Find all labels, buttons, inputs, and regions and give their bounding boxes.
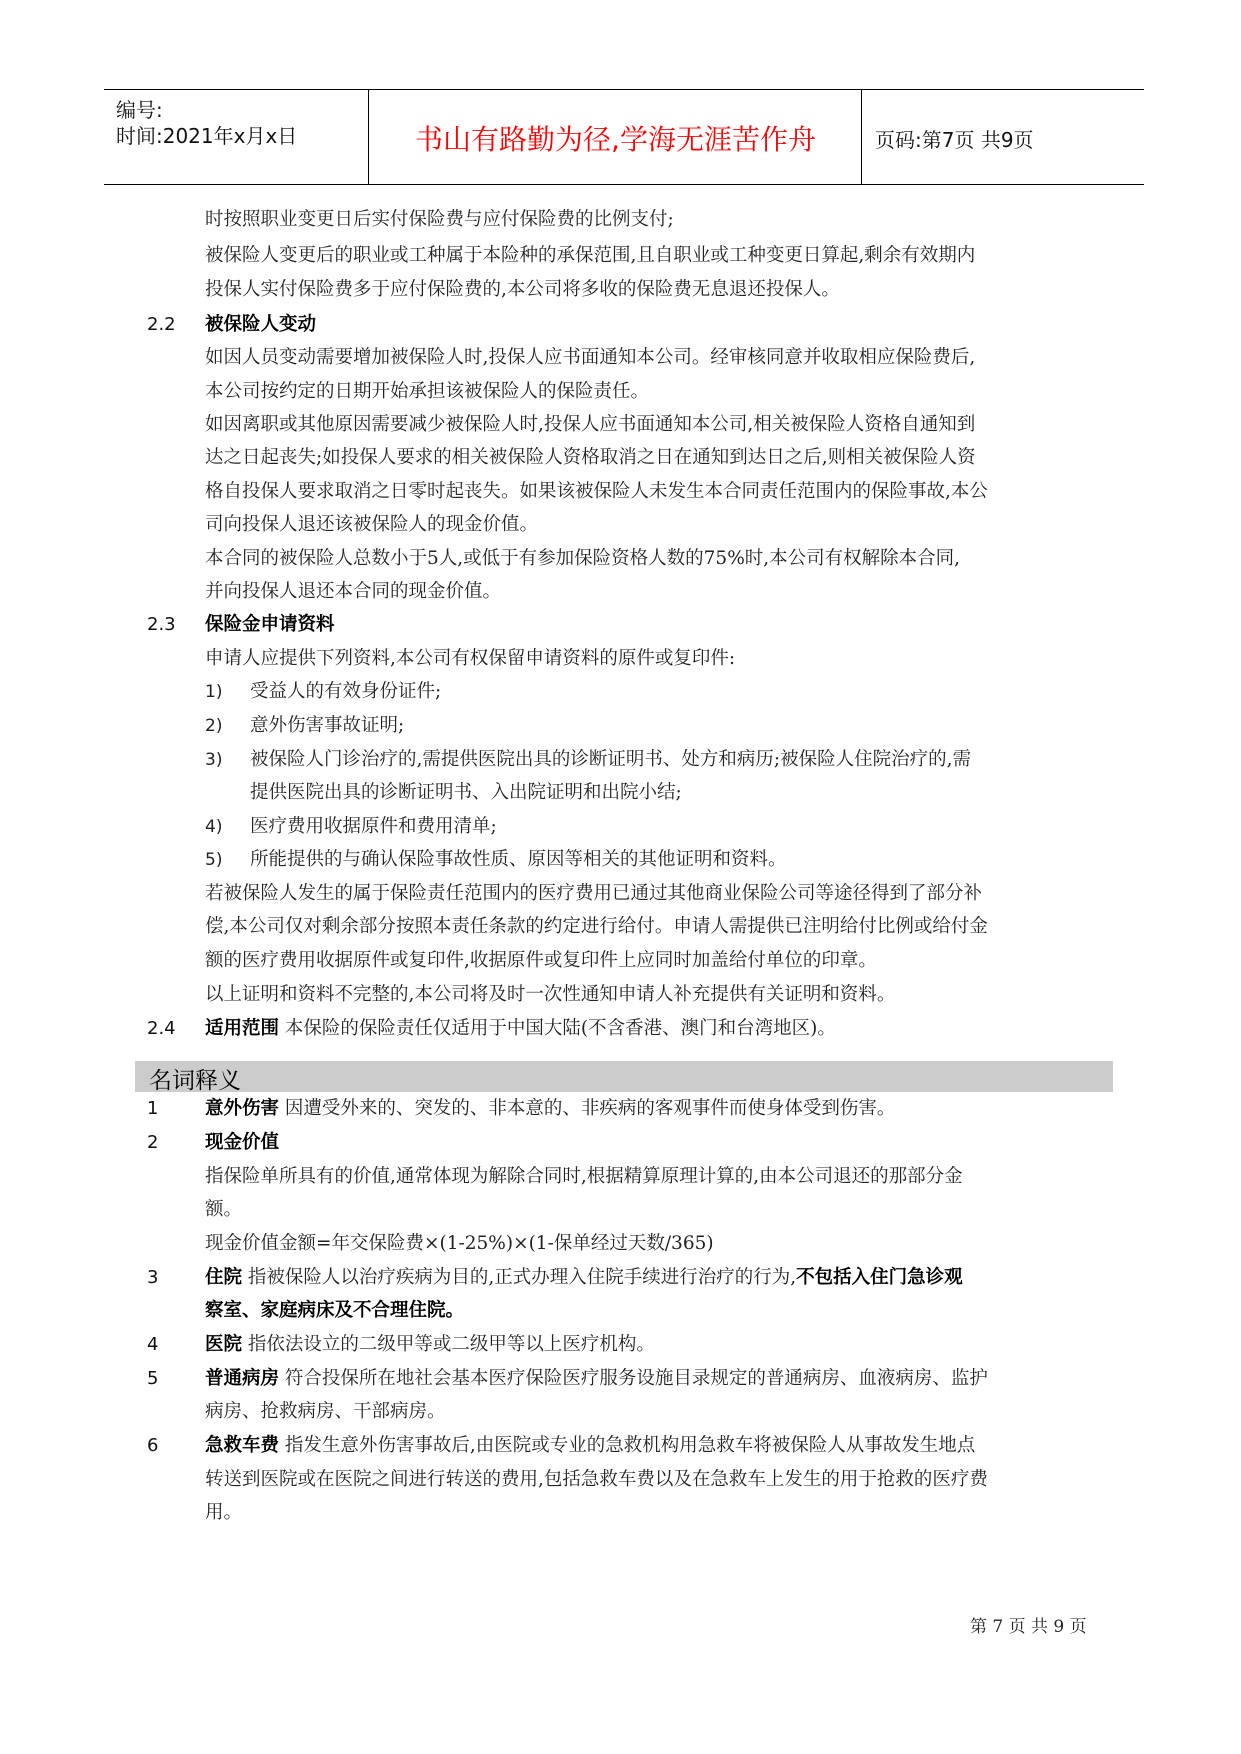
paragraph-line: 偿,本公司仅对剩余部分按照本责任条款的约定进行给付。申请人需提供已注明给付比例或给付金 [205,916,988,937]
section-number: 2.2 [147,314,176,335]
definition-text: 符合投保所在地社会基本医疗保险医疗服务设施目录规定的普通病房、血液病房、监护 [284,1368,988,1389]
page-header [104,89,1144,185]
list-item-number: 2) [205,716,223,736]
header-info-cell [104,90,369,184]
definition-line [205,1434,975,1458]
list-item-continued: 提供医院出具的诊断证明书、入出院证明和出院小结; [250,782,682,803]
definition-text: 指发生意外伤害事故后,由医院或专业的急救机构用急救车将被保险人从事故发生地点 [284,1435,976,1456]
list-item-number: 4) [205,817,223,837]
definition-line [205,1367,988,1391]
section-text: 本保险的保险责任仅适用于中国大陆(不含香港、澳门和台湾地区)。 [284,1018,836,1039]
list-item: 医疗费用收据原件和费用清单; [250,816,497,837]
definition-number: 6 [147,1435,159,1456]
paragraph-line: 本合同的被保险人总数小于5人,或低于有参加保险资格人数的75%时,本公司有权解除本合同, [205,548,961,569]
definition-line [205,1333,655,1357]
section-line [205,1017,836,1041]
definition-number: 3 [147,1267,159,1288]
section-title: 被保险人变动 [205,314,317,335]
definition-emphasis: 察室、家庭病床及不合理住院。 [205,1300,465,1321]
definition-number: 4 [147,1334,159,1355]
definition-text: 额。 [205,1199,243,1220]
section-title: 适用范围 [205,1018,280,1039]
definition-text: 病房、抢救病房、干部病房。 [205,1401,446,1422]
document-number-label: 编号: [116,98,163,122]
paragraph-line: 被保险人变更后的职业或工种属于本险种的承保范围,且自职业或工种变更日算起,剩余有效期内 [205,245,976,266]
list-item-number: 3) [205,750,223,770]
header-page-number: 页码:第7页 共9页 [875,128,1034,152]
section-number: 2.4 [147,1018,176,1039]
definition-number: 1 [147,1098,159,1119]
list-item: 被保险人门诊治疗的,需提供医院出具的诊断证明书、处方和病历;被保险人住院治疗的,需 [250,749,971,770]
definition-term: 住院 [205,1267,243,1288]
definition-term: 医院 [205,1334,243,1355]
paragraph-line: 时按照职业变更日后实付保险费与应付保险费的比例支付; [205,209,674,230]
definition-term: 急救车费 [205,1435,280,1456]
paragraph-line: 若被保险人发生的属于保险责任范围内的医疗费用已通过其他商业保险公司等途径得到了部分补 [205,883,983,904]
paragraph-line: 并向投保人退还本合同的现金价值。 [205,581,502,602]
definition-line [205,1097,895,1121]
list-item: 受益人的有效身份证件; [250,681,442,702]
header-motto-cell [370,90,862,184]
glossary-heading-bar [135,1061,1113,1092]
definition-number: 2 [147,1132,159,1153]
paragraph-line: 达之日起丧失;如投保人要求的相关被保险人资格取消之日在通知到达日之后,则相关被保险人资 [205,447,976,468]
section-number: 2.3 [147,614,176,635]
motto: 书山有路勤为径,学海无涯苦作舟 [415,123,816,156]
document-date: 时间:2021年x月x日 [116,124,298,148]
paragraph-line: 如因离职或其他原因需要减少被保险人时,投保人应书面通知本公司,相关被保险人资格自通知到 [205,414,976,435]
definition-text: 指保险单所具有的价值,通常体现为解除合同时,根据精算原理计算的,由本公司退还的那部分金 [205,1166,963,1187]
list-item-number: 5) [205,850,223,870]
paragraph-line: 格自投保人要求取消之日零时起丧失。如果该被保险人未发生本合同责任范围内的保险事故,本公 [205,481,988,502]
paragraph-line: 司向投保人退还该被保险人的现金价值。 [205,514,539,535]
paragraph-line: 申请人应提供下列资料,本公司有权保留申请资料的原件或复印件: [205,648,736,669]
section-title: 保险金申请资料 [205,614,335,635]
paragraph-line: 额的医疗费用收据原件或复印件,收据原件或复印件上应同时加盖给付单位的印章。 [205,950,877,971]
definition-term: 意外伤害 [205,1098,280,1119]
definition-text: 用。 [205,1502,243,1523]
paragraph-line: 投保人实付保险费多于应付保险费的,本公司将多收的保险费无息退还投保人。 [205,279,840,300]
paragraph-line: 如因人员变动需要增加被保险人时,投保人应书面通知本公司。经审核同意并收取相应保险费后, [205,347,976,368]
definition-number: 5 [147,1368,159,1389]
formula: 现金价值金额=年交保险费×(1-25%)×(1-保单经过天数/365) [205,1233,714,1254]
header-page-cell [863,90,1144,184]
definition-term: 现金价值 [205,1132,280,1153]
definition-text: 指依法设立的二级甲等或二级甲等以上医疗机构。 [247,1334,655,1355]
list-item: 所能提供的与确认保险事故性质、原因等相关的其他证明和资料。 [250,849,787,870]
definition-text: 因遭受外来的、突发的、非本意的、非疾病的客观事件而使身体受到伤害。 [284,1098,896,1119]
definition-term: 普通病房 [205,1368,280,1389]
definition-emphasis: 不包括入住门急诊观 [796,1267,963,1288]
definition-text: 转送到医院或在医院之间进行转送的费用,包括急救车费以及在急救车上发生的用于抢救的医疗费 [205,1469,988,1490]
paragraph-line: 本公司按约定的日期开始承担该被保险人的保险责任。 [205,381,650,402]
list-item: 意外伤害事故证明; [250,715,405,736]
footer-page-number: 第 7 页 共 9 页 [970,1617,1087,1637]
glossary-heading: 名词释义 [149,1068,241,1094]
definition-text: 指被保险人以治疗疾病为目的,正式办理入住院手续进行治疗的行为, [247,1267,797,1288]
paragraph-line: 以上证明和资料不完整的,本公司将及时一次性通知申请人补充提供有关证明和资料。 [205,984,896,1005]
list-item-number: 1) [205,682,223,702]
definition-line [205,1266,963,1290]
